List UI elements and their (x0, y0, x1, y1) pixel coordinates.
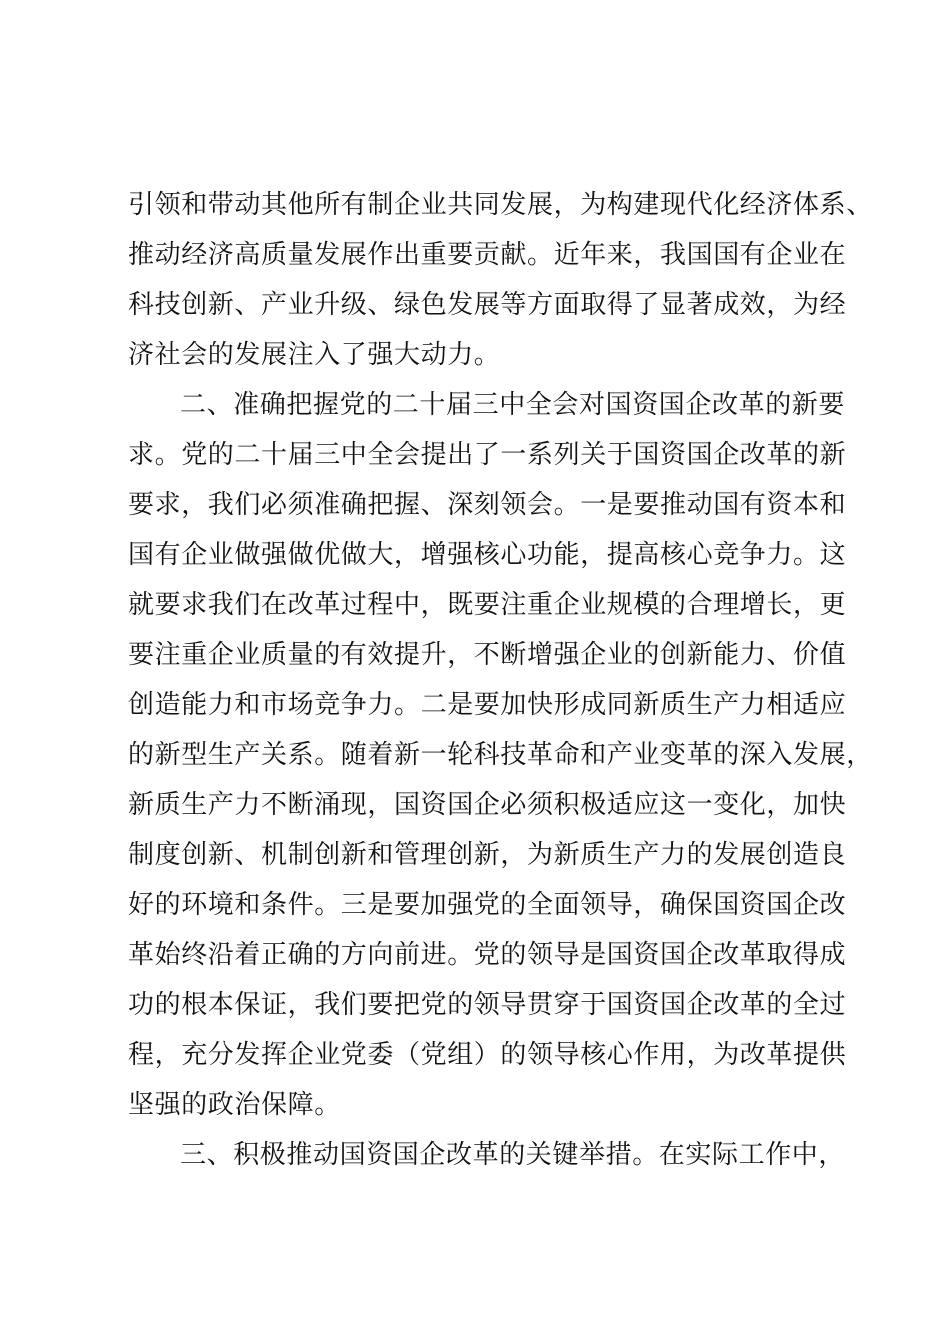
text-line: 创造能力和市场竞争力。二是要加快形成同新质生产力相适应 (128, 690, 847, 720)
section-heading-line: 二、准确把握党的二十届三中全会对国资国企改革的新要 (180, 390, 846, 420)
text-line: 制度创新、机制创新和管理创新，为新质生产力的发展创造良 (128, 840, 847, 870)
text-line: 国有企业做强做优做大，增强核心功能，提高核心竞争力。这 (128, 540, 847, 570)
text-line: 就要求我们在改革过程中，既要注重企业规模的合理增长，更 (128, 590, 847, 620)
text-line: 新质生产力不断涌现，国资国企必须积极适应这一变化，加快 (128, 790, 847, 820)
text-line: 求。党的二十届三中全会提出了一系列关于国资国企改革的新 (128, 440, 847, 470)
text-line: 推动经济高质量发展作出重要贡献。近年来，我国国有企业在 (128, 240, 847, 270)
text-line: 坚强的政治保障。 (128, 1090, 341, 1120)
text-line: 引领和带动其他所有制企业共同发展，为构建现代化经济体系、 (128, 190, 873, 220)
text-line: 要注重企业质量的有效提升，不断增强企业的创新能力、价值 (128, 640, 847, 670)
text-line: 程，充分发挥企业党委（党组）的领导核心作用，为改革提供 (128, 1040, 847, 1070)
text-line: 济社会的发展注入了强大动力。 (128, 340, 501, 370)
section-heading-line: 三、积极推动国资国企改革的关键举措。在实际工作中， (180, 1140, 846, 1170)
text-line: 功的根本保证，我们要把党的领导贯穿于国资国企改革的全过 (128, 990, 847, 1020)
document-body (128, 180, 873, 1180)
text-line: 要求，我们必须准确把握、深刻领会。一是要推动国有资本和 (128, 490, 847, 520)
text-line: 科技创新、产业升级、绿色发展等方面取得了显著成效，为经 (128, 290, 847, 320)
text-line: 好的环境和条件。三是要加强党的全面领导，确保国资国企改 (128, 890, 847, 920)
text-line: 革始终沿着正确的方向前进。党的领导是国资国企改革取得成 (128, 940, 847, 970)
text-line: 的新型生产关系。随着新一轮科技革命和产业变革的深入发展， (128, 740, 873, 770)
